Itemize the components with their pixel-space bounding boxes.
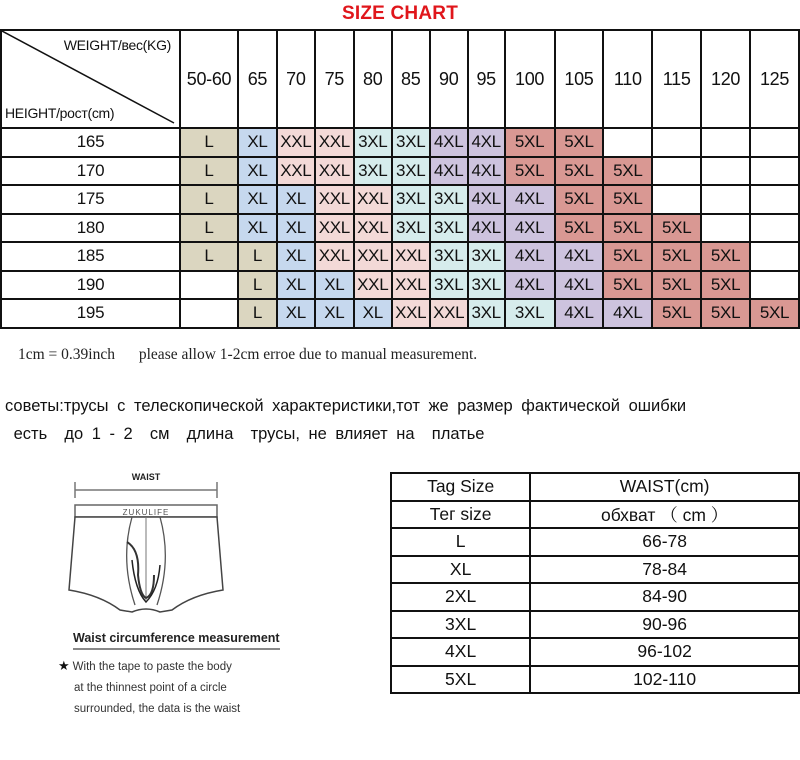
size-cell: [652, 185, 701, 214]
height-row-label: 190: [1, 271, 180, 300]
weight-axis-label: WEIGHT/вес(KG): [63, 37, 172, 53]
size-cell: XXL: [354, 214, 392, 243]
height-row-label: 185: [1, 242, 180, 271]
size-cell: [701, 214, 750, 243]
size-cell: 5XL: [603, 214, 652, 243]
size-cell: 3XL: [505, 299, 555, 328]
size-cell: 5XL: [555, 214, 604, 243]
weight-column-header: 110: [603, 30, 652, 128]
size-cell: 4XL: [505, 271, 555, 300]
size-cell: 5XL: [652, 299, 701, 328]
size-cell: 4XL: [505, 185, 555, 214]
size-cell: [701, 128, 750, 157]
size-chart-body: [1, 128, 799, 328]
weight-column-header: 75: [315, 30, 354, 128]
weight-column-header: 125: [750, 30, 799, 128]
russian-note-line-2: есть до 1 - 2 см длина трусы, не влияет на платье: [5, 425, 485, 443]
size-cell: XXL: [315, 242, 354, 271]
waist-measurement-heading: Waist circumference measurement: [73, 631, 280, 650]
waist-table-row: [391, 528, 799, 556]
tag-size-cell: XL: [391, 556, 530, 584]
size-cell: 5XL: [603, 157, 652, 186]
size-cell: 5XL: [555, 128, 604, 157]
size-cell: L: [180, 128, 238, 157]
size-cell: 3XL: [468, 242, 505, 271]
size-cell: 5XL: [701, 299, 750, 328]
size-cell: 3XL: [354, 128, 392, 157]
size-cell: XL: [277, 214, 315, 243]
tag-size-cell: Tag Size: [391, 473, 530, 501]
svg-text:ZUKULIFE: ZUKULIFE: [122, 508, 170, 517]
size-cell: XXL: [315, 185, 354, 214]
size-cell: 3XL: [430, 185, 468, 214]
waist-range-cell: 102-110: [530, 666, 799, 694]
size-cell: [750, 242, 799, 271]
size-cell: L: [180, 157, 238, 186]
waist-table-body: [391, 473, 799, 693]
size-cell: XL: [277, 271, 315, 300]
size-cell: 4XL: [555, 299, 604, 328]
size-cell: [701, 185, 750, 214]
size-cell: 4XL: [505, 214, 555, 243]
size-cell: XXL: [392, 299, 430, 328]
waist-size-table: [390, 472, 800, 694]
page-title: SIZE CHART: [342, 3, 458, 24]
tag-size-cell: Тег size: [391, 501, 530, 529]
size-chart-table: [0, 29, 800, 329]
tag-size-cell: 2XL: [391, 583, 530, 611]
size-cell: XL: [315, 271, 354, 300]
size-cell: 3XL: [468, 299, 505, 328]
instruction-line: surrounded, the data is the waist: [74, 703, 241, 715]
waist-range-cell: 96-102: [530, 638, 799, 666]
size-cell: 4XL: [430, 128, 468, 157]
tag-size-cell: L: [391, 528, 530, 556]
size-cell: XL: [238, 214, 277, 243]
size-cell: XXL: [315, 214, 354, 243]
measurement-note: [18, 346, 477, 364]
size-cell: XL: [238, 128, 277, 157]
size-cell: XL: [277, 299, 315, 328]
waist-table-row: [391, 583, 799, 611]
star-icon: ★: [58, 658, 70, 673]
weight-column-header: 85: [392, 30, 430, 128]
size-cell: [603, 128, 652, 157]
waist-table-header-row-ru: [391, 501, 799, 529]
height-row-label: 195: [1, 299, 180, 328]
weight-column-header: 90: [430, 30, 468, 128]
size-cell: 5XL: [652, 242, 701, 271]
waist-measurement-instructions: [58, 655, 240, 720]
instruction-line: With the tape to paste the body: [72, 661, 232, 673]
size-chart-row: [1, 271, 799, 300]
russian-note-line-1: советы:трусы с телескопической характеристики,тот же размер фактической ошибки: [5, 397, 687, 415]
waist-table-row: [391, 666, 799, 694]
size-cell: [180, 299, 238, 328]
size-cell: XXL: [277, 128, 315, 157]
size-cell: XL: [238, 157, 277, 186]
size-chart-row: [1, 242, 799, 271]
tag-size-cell: 4XL: [391, 638, 530, 666]
waist-table-row: [391, 638, 799, 666]
size-cell: 5XL: [505, 128, 555, 157]
height-axis-label: HEIGHT/рост(cm): [5, 105, 115, 121]
height-row-label: 175: [1, 185, 180, 214]
size-cell: [180, 271, 238, 300]
waist-table-header-row: [391, 473, 799, 501]
size-cell: XXL: [354, 271, 392, 300]
waist-range-cell: обхват （ cm ）: [530, 501, 799, 529]
size-cell: 3XL: [392, 214, 430, 243]
size-cell: 4XL: [468, 185, 505, 214]
size-cell: 4XL: [468, 128, 505, 157]
tag-size-cell: 5XL: [391, 666, 530, 694]
size-cell: XL: [277, 185, 315, 214]
size-cell: [750, 128, 799, 157]
size-cell: L: [180, 185, 238, 214]
size-chart-header-row: [1, 30, 799, 128]
weight-column-header: 80: [354, 30, 392, 128]
size-cell: XXL: [430, 299, 468, 328]
size-cell: L: [238, 299, 277, 328]
size-cell: L: [238, 271, 277, 300]
height-row-label: 165: [1, 128, 180, 157]
size-chart-row: [1, 214, 799, 243]
waist-table-row: [391, 611, 799, 639]
waist-range-cell: 84-90: [530, 583, 799, 611]
height-row-label: 180: [1, 214, 180, 243]
size-cell: 3XL: [468, 271, 505, 300]
size-cell: 5XL: [750, 299, 799, 328]
size-cell: L: [238, 242, 277, 271]
weight-column-header: 120: [701, 30, 750, 128]
size-cell: 5XL: [555, 185, 604, 214]
size-cell: 4XL: [555, 271, 604, 300]
size-cell: 5XL: [701, 242, 750, 271]
size-cell: [750, 157, 799, 186]
instruction-line: at the thinnest point of a circle: [74, 682, 227, 694]
tag-size-cell: 3XL: [391, 611, 530, 639]
size-cell: 5XL: [652, 214, 701, 243]
size-cell: 5XL: [701, 271, 750, 300]
weight-column-header: 65: [238, 30, 277, 128]
size-cell: 5XL: [603, 271, 652, 300]
weight-column-header: 95: [468, 30, 505, 128]
svg-text:WAIST: WAIST: [131, 472, 161, 482]
russian-note: [5, 392, 686, 448]
weight-column-header: 50-60: [180, 30, 238, 128]
size-cell: XXL: [315, 128, 354, 157]
height-row-label: 170: [1, 157, 180, 186]
size-cell: 3XL: [392, 185, 430, 214]
size-chart-row: [1, 299, 799, 328]
size-cell: XXL: [392, 242, 430, 271]
size-cell: [750, 214, 799, 243]
size-cell: XL: [315, 299, 354, 328]
waist-table-row: [391, 556, 799, 584]
size-cell: XXL: [315, 157, 354, 186]
size-cell: [750, 185, 799, 214]
size-cell: [652, 157, 701, 186]
size-cell: 3XL: [430, 214, 468, 243]
size-cell: XL: [354, 299, 392, 328]
size-cell: XXL: [277, 157, 315, 186]
size-cell: 5XL: [505, 157, 555, 186]
size-cell: 4XL: [430, 157, 468, 186]
size-chart-row: [1, 157, 799, 186]
size-cell: L: [180, 214, 238, 243]
size-cell: XXL: [354, 185, 392, 214]
size-chart-row: [1, 185, 799, 214]
underwear-waist-diagram-icon: [60, 460, 310, 630]
weight-column-header: 115: [652, 30, 701, 128]
weight-column-header: 70: [277, 30, 315, 128]
size-cell: 4XL: [555, 242, 604, 271]
size-cell: 5XL: [603, 185, 652, 214]
size-chart-row: [1, 128, 799, 157]
size-cell: [750, 271, 799, 300]
waist-range-cell: 90-96: [530, 611, 799, 639]
size-cell: 3XL: [392, 157, 430, 186]
conversion-note: 1cm = 0.39inch: [18, 346, 115, 363]
weight-column-header: 100: [505, 30, 555, 128]
size-cell: 3XL: [354, 157, 392, 186]
size-cell: 3XL: [430, 242, 468, 271]
size-cell: 4XL: [468, 157, 505, 186]
weight-column-header: 105: [555, 30, 604, 128]
waist-range-cell: 78-84: [530, 556, 799, 584]
size-cell: 5XL: [555, 157, 604, 186]
size-cell: [652, 128, 701, 157]
size-cell: 4XL: [468, 214, 505, 243]
error-note: please allow 1-2cm erroe due to manual measurement.: [138, 346, 478, 363]
size-cell: 3XL: [430, 271, 468, 300]
waist-range-cell: 66-78: [530, 528, 799, 556]
size-cell: XXL: [392, 271, 430, 300]
size-cell: [701, 157, 750, 186]
size-cell: 3XL: [392, 128, 430, 157]
waist-range-cell: WAIST(cm): [530, 473, 799, 501]
size-cell: XL: [277, 242, 315, 271]
size-cell: 4XL: [505, 242, 555, 271]
size-cell: XL: [238, 185, 277, 214]
size-cell: 5XL: [652, 271, 701, 300]
corner-header-cell: [1, 30, 180, 128]
size-cell: XXL: [354, 242, 392, 271]
size-cell: L: [180, 242, 238, 271]
size-cell: 4XL: [603, 299, 652, 328]
size-cell: 5XL: [603, 242, 652, 271]
